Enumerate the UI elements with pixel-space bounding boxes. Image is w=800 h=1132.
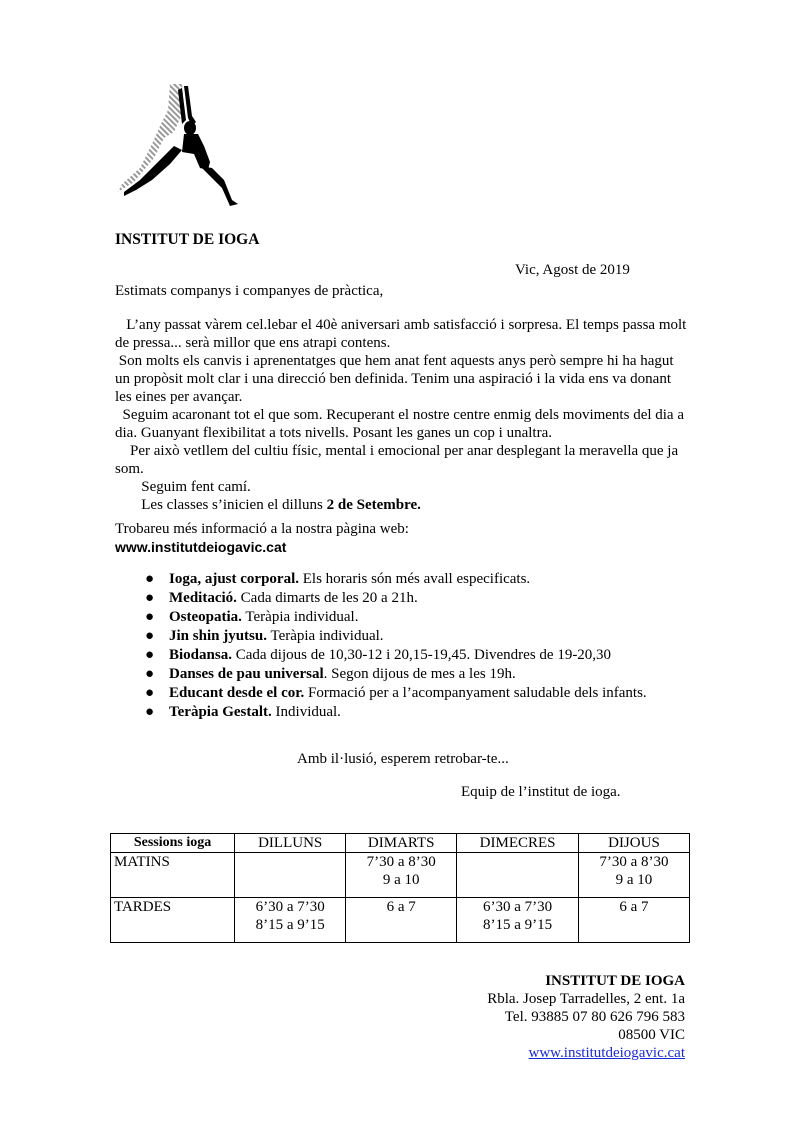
list-item — [145, 589, 647, 608]
activity-detail: Teràpia individual. — [266, 628, 384, 644]
footer-phone: Tel. 93885 07 80 626 796 583 — [504, 1009, 685, 1025]
bullet-icon: ● — [145, 571, 155, 587]
table-row — [111, 853, 690, 898]
info-text: Trobareu més informació a la nostra pàgina web: — [115, 521, 409, 537]
activity-detail: Els horaris són més avall especificats. — [299, 571, 531, 587]
paragraph: Seguim acaronant tot el que som. Recuperant el nostre centre enmig dels moviments del dia a dia. Guanyant flexibilitat a tots nivells. Posant les ganes un cop i unaltra. — [115, 407, 684, 441]
table-cell — [235, 853, 346, 898]
activity-name: Osteopatia. — [169, 609, 242, 625]
list-item — [145, 627, 647, 646]
yoga-pose-logo — [112, 80, 247, 210]
bullet-icon: ● — [145, 628, 155, 644]
list-item — [145, 703, 647, 722]
paragraph: Son molts els canvis i aprenentatges que hem anat fent aquests anys però sempre hi ha hagut un propòsit molt clar i una direcció ben definida. Tenim una aspiració i la vida ens va donant les eines per avançar. — [115, 353, 674, 405]
website-link[interactable]: www.institutdeiogavic.cat — [115, 539, 287, 555]
letter-body — [115, 316, 690, 514]
footer-organization: INSTITUT DE IOGA — [545, 973, 685, 989]
list-item — [145, 665, 647, 684]
paragraph: Per això vetllem del cultiu físic, mental i emocional per anar desplegant la meravella que ja som. — [115, 443, 679, 477]
table-row — [111, 898, 690, 943]
paragraph: L’any passat vàrem cel.lebar el 40è aniversari amb satisfacció i sorpresa. El temps passa molt de pressa... serà millor que ens atrapi contens. — [115, 317, 687, 351]
organization-title: INSTITUT DE IOGA — [115, 231, 260, 248]
activity-detail: Teràpia individual. — [241, 609, 359, 625]
activity-name: Jin shin jyutsu. — [169, 628, 267, 644]
classes-start — [115, 496, 690, 514]
signature-line: Equip de l’institut de ioga. — [461, 784, 621, 800]
footer-city: 08500 VIC — [618, 1027, 685, 1043]
activity-name: Ioga, ajust corporal. — [169, 571, 299, 587]
activity-name: Educant desde el cor. — [169, 685, 305, 701]
table-cell: 6 a 7 — [346, 898, 457, 943]
activities-list — [145, 570, 647, 722]
list-item — [145, 570, 647, 589]
activity-name: Meditació. — [169, 590, 237, 606]
column-header: DIMARTS — [346, 834, 457, 853]
table-cell: 6’30 a 7’30 8’15 a 9’15 — [235, 898, 346, 943]
bullet-icon: ● — [145, 685, 155, 701]
bullet-icon: ● — [145, 666, 155, 682]
activity-detail: Individual. — [271, 704, 341, 720]
classes-start-text: Les classes s’inicien el dilluns — [141, 497, 327, 513]
closing-line: Amb il·lusió, esperem retrobar-te... — [297, 751, 509, 767]
activity-detail: Formació per a l’acompanyament saludable dels infants. — [304, 685, 647, 701]
schedule-table — [110, 833, 690, 943]
activity-name: Biodansa. — [169, 647, 232, 663]
bullet-icon: ● — [145, 590, 155, 606]
activity-name: Teràpia Gestalt. — [169, 704, 272, 720]
column-header: DIMECRES — [457, 834, 579, 853]
list-item — [145, 608, 647, 627]
bullet-icon: ● — [145, 609, 155, 625]
footer-address — [487, 972, 685, 1062]
bullet-icon: ● — [145, 704, 155, 720]
activity-name: Danses de pau universal — [169, 666, 324, 682]
row-label: MATINS — [111, 853, 235, 898]
table-cell: 6 a 7 — [578, 898, 689, 943]
classes-start-date: 2 de Setembre. — [326, 497, 421, 513]
table-cell: 7’30 a 8’30 9 a 10 — [346, 853, 457, 898]
column-header: DILLUNS — [235, 834, 346, 853]
footer-street: Rbla. Josep Tarradelles, 2 ent. 1a — [487, 991, 685, 1007]
letter-date: Vic, Agost de 2019 — [515, 262, 630, 278]
table-cell — [457, 853, 579, 898]
column-header: Sessions ioga — [111, 834, 235, 853]
paragraph: Seguim fent camí. — [115, 479, 251, 495]
bullet-icon: ● — [145, 647, 155, 663]
salutation: Estimats companys i companyes de pràctica, — [115, 283, 384, 299]
activity-detail: Cada dimarts de les 20 a 21h. — [236, 590, 418, 606]
list-item — [145, 684, 647, 703]
row-label: TARDES — [111, 898, 235, 943]
table-cell: 7’30 a 8’30 9 a 10 — [578, 853, 689, 898]
activity-detail: Cada dijous de 10,30-12 i 20,15-19,45. Divendres de 19-20,30 — [231, 647, 612, 663]
info-section — [115, 520, 409, 556]
table-header-row — [111, 834, 690, 853]
column-header: DIJOUS — [578, 834, 689, 853]
list-item — [145, 646, 647, 665]
activity-detail: . Segon dijous de mes a les 19h. — [323, 666, 516, 682]
footer-website-link[interactable]: www.institutdeiogavic.cat — [528, 1045, 685, 1061]
table-cell: 6’30 a 7’30 8’15 a 9’15 — [457, 898, 579, 943]
